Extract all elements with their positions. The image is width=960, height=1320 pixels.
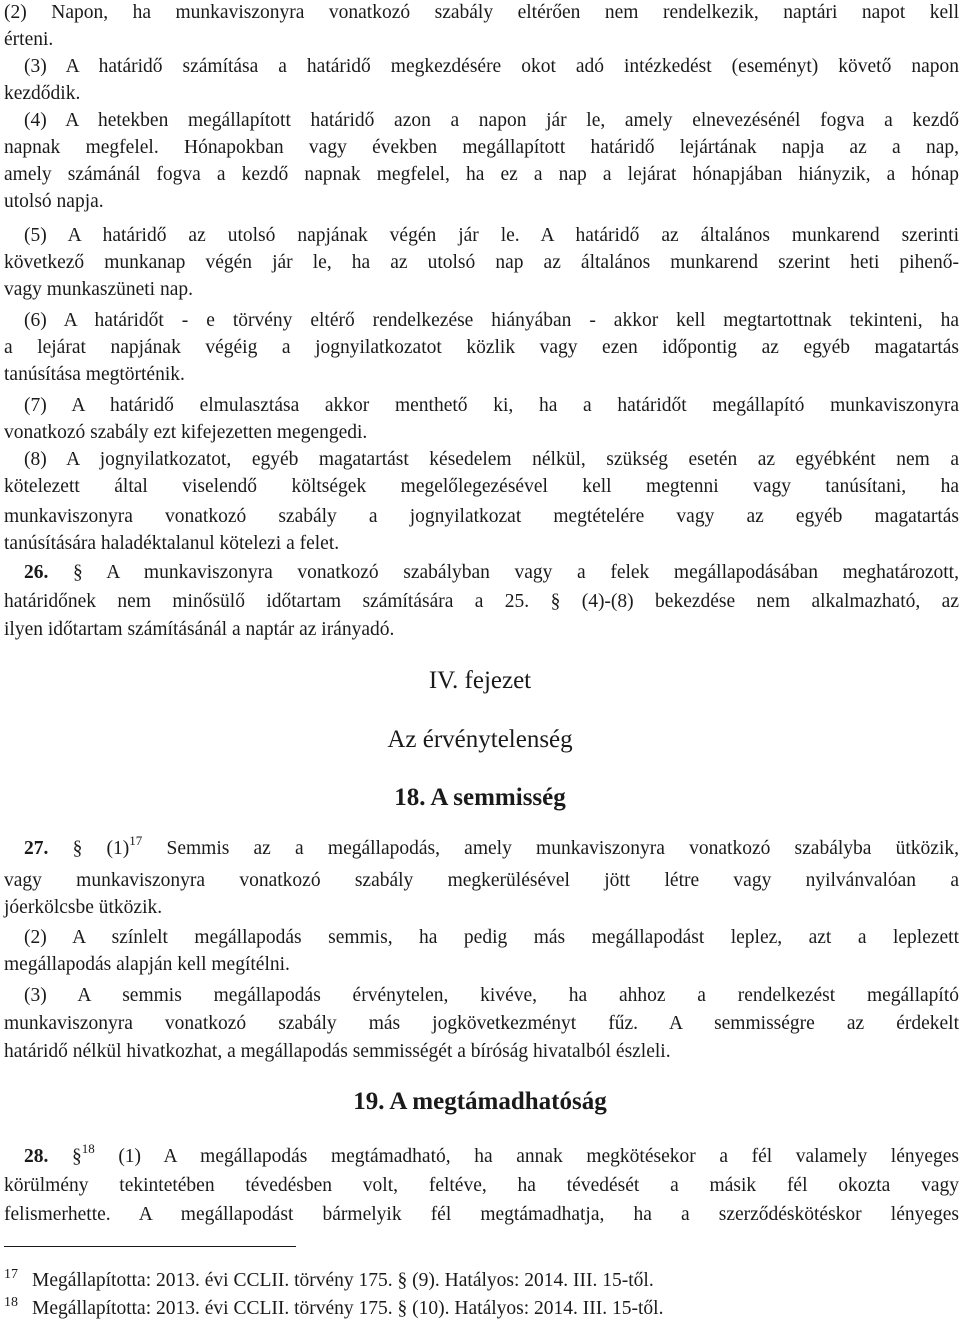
text-line: amely számánál fogva a kezdő napnak megfelel, ha ez a nap a lejárat hónapjában hiányzik, a hónap [4,164,959,185]
text-line: (4) A hetekben megállapított határidő azon a napon jár le, amely elnevezésénél fogva a kezdő [24,110,959,131]
text-line: vagy munkaviszonyra vonatkozó szabály megkerülésével jött létre vagy nyilvánvalóan a [4,870,959,891]
text-line: (7) A határidő elmulasztása akkor menthető ki, ha a határidőt megállapító munkaviszonyra [24,395,959,416]
section-heading-19: 19. A megtámadhatóság [353,1088,607,1115]
text-line: (6) A határidőt - e törvény eltérő rendelkezése hiányában - akkor kell megtartottnak tekinteni, ha [24,310,959,331]
section-26-line [24,560,959,586]
paragraph-sign: § [71,1146,82,1167]
footnote-mark: 18 [4,1295,18,1310]
footnote-mark: 17 [4,1267,18,1282]
section-text: Semmis az a megállapodás, amely munkaviszonyra vonatkozó szabályba ütközik, [166,838,959,859]
footnote-text: Megállapította: 2013. évi CCLII. törvény 175. § (9). Hatályos: 2014. III. 15-től. [32,1270,654,1291]
text-line: határidőnek nem minősülő időtartam számítására a 25. § (4)-(8) bekezdése nem alkalmazható, az [4,591,959,612]
section-27-line [24,833,959,862]
text-line: (8) A jognyilatkozatot, egyéb magatartást késedelem nélkül, szükség esetén az egyébként nem a [24,449,959,470]
paragraph-sign: § [73,562,83,583]
section-number: 27. [24,838,49,859]
section-heading-18: 18. A semmisség [394,784,566,811]
text-line: érteni. [4,29,54,50]
footnote-ref-17[interactable]: 17 [129,833,143,848]
text-line: ilyen időtartam számításánál a naptár az irányadó. [4,619,395,640]
text-line: (3) A határidő számítása a határidő megkezdésére okot adó intézkedést (eseményt) követő napon [24,56,959,77]
text-line: (2) A színlelt megállapodás semmis, ha pedig más megállapodást leplez, azt a leplezett [24,927,959,948]
text-line: következő munkanap végén jár le, ha az utolsó nap az általános munkarend szerint heti pihenő- [4,252,959,273]
text-line: napnak megfelel. Hónapokban vagy években megállapított határidő lejártának napja az a nap, [4,137,959,158]
chapter-number: IV. fejezet [428,667,532,694]
text-line: (3) A semmis megállapodás érvénytelen, kivéve, ha ahhoz a rendelkezést megállapító [24,985,959,1006]
footnote-text: Megállapította: 2013. évi CCLII. törvény 175. § (10). Hatályos: 2014. III. 15-től. [32,1298,664,1319]
section-28-line [24,1141,960,1170]
text-line: vagy munkaszüneti nap. [4,279,193,300]
section-number: 26. [24,562,49,583]
text-line: (5) A határidő az utolsó napjának végén jár le. A határidő az általános munkarend szerinti [24,225,959,246]
text-line: tanúsítása megtörténik. [4,364,185,385]
text-line: megállapodás alapján kell megítélni. [4,954,290,975]
chapter-title: Az érvénytelenség [387,726,573,753]
text-line: a lejárat napjának végéig a jognyilatkozatot közlik vagy ezen időpontig az egyéb magatartás [4,337,959,358]
paragraph-sign: § [72,838,83,859]
text-line: (2) Napon, ha munkaviszonyra vonatkozó szabály eltérően nem rendelkezik, naptári napot kell [4,2,959,23]
text-line: határidő nélkül hivatkozhat, a megállapodás semmisségét a bíróság hivatalból észleli. [4,1041,671,1062]
footnote-ref-18[interactable]: 18 [81,1141,95,1156]
text-line: kötelezett által viselendő költségek megelőlegezésével kell megtenni vagy tanúsítani, ha [4,476,959,497]
section-number: 28. [24,1146,49,1167]
paragraph-number: (1) [106,838,130,859]
text-line: jóerkölcsbe ütközik. [4,897,163,918]
section-text: A munkaviszonyra vonatkozó szabályban vagy a felek megállapodásában meghatározott, [106,562,959,583]
text-line: tanúsítására haladéktalanul kötelezi a felet. [4,533,340,554]
text-line: kezdődik. [4,83,81,104]
text-line: körülmény tekintetében tévedésben volt, feltéve, ha tévedését a másik fél okozta vagy [4,1175,959,1196]
footnote-separator [4,1246,296,1247]
section-text: (1) A megállapodás megtámadható, ha annak megkötésekor a fél valamely lényeges [118,1146,960,1167]
text-line: felismerhette. A megállapodást bármelyik fél megtámadhatja, ha a szerződéskötéskor lényeges [4,1204,959,1225]
text-line: vonatkozó szabály ezt kifejezetten megengedi. [4,422,368,443]
footnote-18 [4,1292,663,1320]
text-line: utolsó napja. [4,191,104,212]
text-line: munkaviszonyra vonatkozó szabály a jognyilatkozat megtételére vagy az egyéb magatartás [4,506,959,527]
footnote-17 [4,1264,654,1292]
text-line: munkaviszonyra vonatkozó szabály más jogkövetkezményt fűz. A semmisségre az érdekelt [4,1013,959,1034]
